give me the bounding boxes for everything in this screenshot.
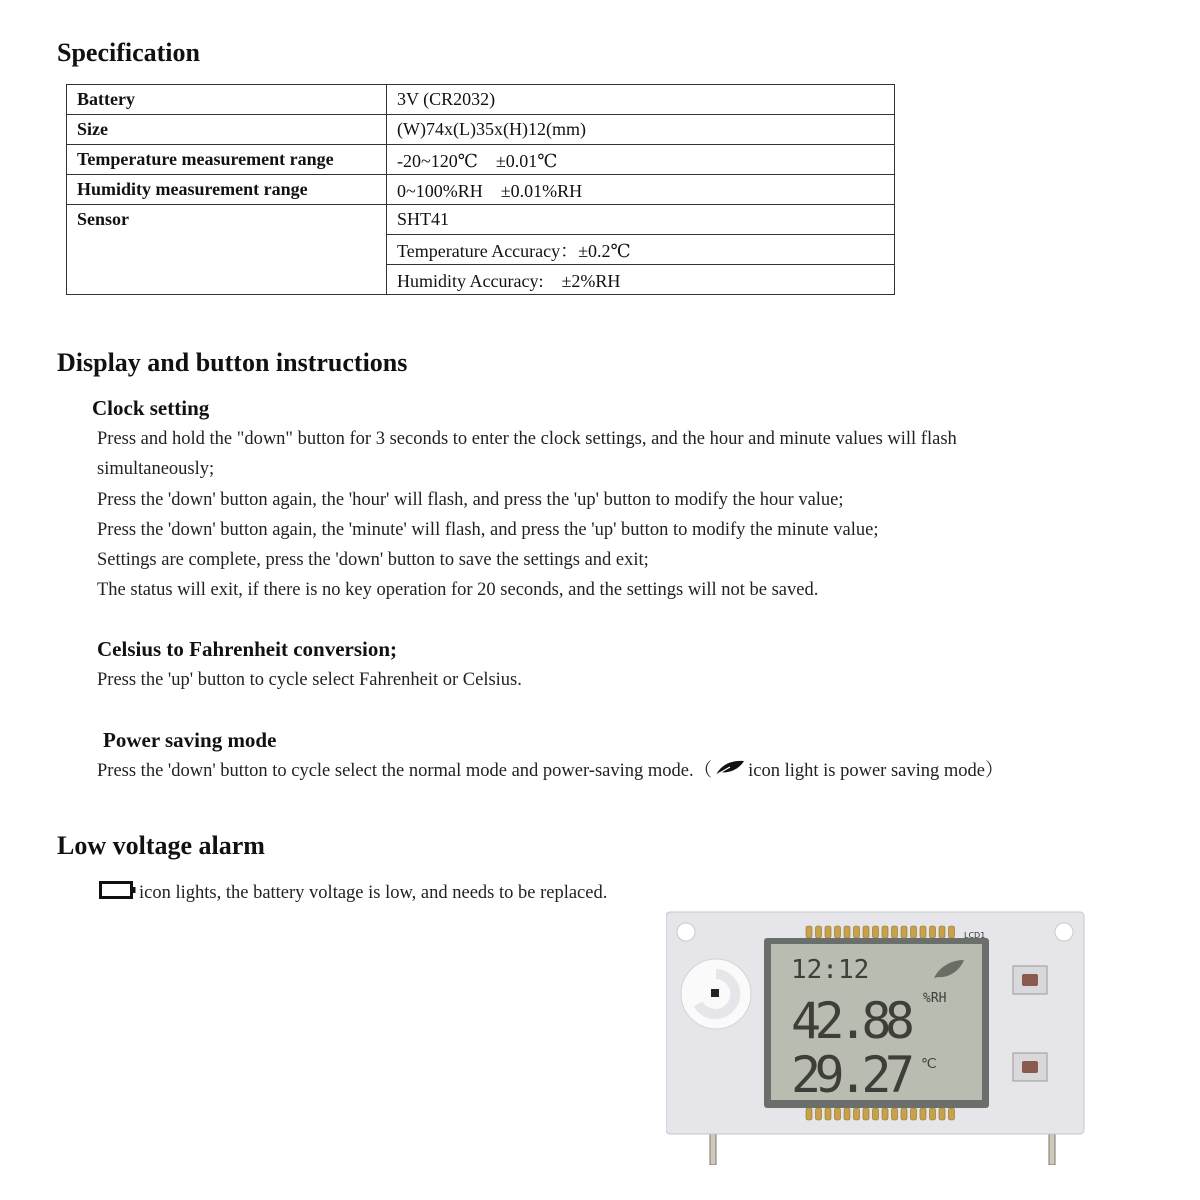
lcd-pin [930, 926, 936, 938]
lcd-pin [873, 1108, 879, 1120]
text-line: The status will exit, if there is no key operation for 20 seconds, and the settings will not be saved. [97, 580, 819, 601]
clock-setting-title: Clock setting [92, 396, 210, 420]
low-voltage-text [139, 878, 607, 908]
pcb-label: LCD1 [964, 931, 986, 940]
spec-key: Size [67, 115, 387, 145]
lcd-pin [901, 1108, 907, 1120]
power-text-before: Press the 'down' button to cycle select the normal mode and power-saving mode.（ [97, 761, 713, 781]
spec-value: Temperature Accuracy：±0.2℃ [387, 235, 895, 265]
lcd-pin [911, 926, 917, 938]
lcd-pin [892, 1108, 898, 1120]
lcd-pin [911, 1108, 917, 1120]
mount-hole [1055, 923, 1073, 941]
lcd-humidity: 42.88 [791, 992, 915, 1050]
up-button[interactable] [1013, 966, 1047, 994]
lcd-pin [844, 926, 850, 938]
lcd-pin [835, 926, 841, 938]
spec-heading: Specification [57, 38, 200, 67]
lcd-pin [816, 1108, 822, 1120]
display-heading: Display and button instructions [57, 348, 408, 377]
power-text-after: icon light is power saving mode） [748, 761, 1004, 781]
table-row [67, 205, 895, 235]
lcd-pin [949, 926, 955, 938]
power-saving-title: Power saving mode [103, 728, 277, 752]
low-voltage-heading: Low voltage alarm [57, 831, 265, 860]
text-line: simultaneously; [97, 459, 215, 480]
celsius-title: Celsius to Fahrenheit conversion; [97, 637, 398, 661]
lcd-pin [863, 926, 869, 938]
spec-value: 0~100%RH ±0.01%RH [387, 175, 895, 205]
lcd-pin [882, 1108, 888, 1120]
lcd-pin [825, 926, 831, 938]
leaf-icon [714, 757, 746, 787]
lcd-temperature: 29.27 [791, 1046, 915, 1104]
text-line: Settings are complete, press the 'down' button to save the settings and exit; [97, 550, 649, 571]
text-line: Press the 'down' button again, the 'hour' will flash, and press the 'up' button to modify the hour value; [97, 489, 844, 510]
lcd-pin [873, 926, 879, 938]
lcd-pin [920, 926, 926, 938]
text-line: Press the 'up' button to cycle select Fahrenheit or Celsius. [97, 670, 522, 690]
lcd-pin [949, 1108, 955, 1120]
text-line: Press and hold the "down" button for 3 seconds to enter the clock settings, and the hour and minute values will flash [97, 429, 957, 449]
spec-key: Temperature measurement range [67, 145, 387, 175]
lcd-temperature-unit: ℃ [921, 1056, 937, 1072]
spec-value: Humidity Accuracy: ±2%RH [387, 265, 895, 295]
lcd-pin [854, 1108, 860, 1120]
text-line: Press the 'down' button again, the 'minute' will flash, and press the 'up' button to modify the minute value; [97, 519, 879, 540]
lcd-pin [939, 926, 945, 938]
celsius-text [97, 665, 522, 695]
lcd-pin [835, 1108, 841, 1120]
text-line: icon lights, the battery voltage is low, and needs to be replaced. [139, 883, 608, 903]
spec-table [66, 84, 895, 295]
lcd-pin [939, 1108, 945, 1120]
power-saving-text [97, 756, 1003, 787]
lcd-pin [816, 926, 822, 938]
lcd-pin [806, 926, 812, 938]
down-button[interactable] [1013, 1053, 1047, 1081]
table-row [67, 175, 895, 205]
thermometer-device [666, 910, 1086, 1165]
lcd-pin [863, 1108, 869, 1120]
table-row [67, 145, 895, 175]
lcd-pin [844, 1108, 850, 1120]
text-line [97, 756, 1003, 787]
lcd-pin [825, 1108, 831, 1120]
spec-value: SHT41 [387, 205, 895, 235]
lcd-pin [920, 1108, 926, 1120]
spec-value: -20~120℃ ±0.01℃ [387, 145, 895, 175]
spec-key: Humidity measurement range [67, 175, 387, 205]
table-row [67, 85, 895, 115]
lcd-pin [892, 926, 898, 938]
lcd-pin [806, 1108, 812, 1120]
lcd-time: 12:12 [791, 955, 870, 985]
spec-value: (W)74x(L)35x(H)12(mm) [387, 115, 895, 145]
battery-icon [99, 881, 137, 904]
sht41-sensor [711, 989, 719, 997]
clock-setting-text [97, 424, 957, 606]
lcd-pin [882, 926, 888, 938]
spec-key: Sensor [67, 205, 387, 295]
lcd-pin [930, 1108, 936, 1120]
spec-value: 3V (CR2032) [387, 85, 895, 115]
lcd-humidity-unit: %RH [923, 991, 947, 1006]
mount-hole [677, 923, 695, 941]
lcd-pin [901, 926, 907, 938]
sensor-cutout [681, 959, 751, 1029]
spec-key: Battery [67, 85, 387, 115]
lcd-pin [854, 926, 860, 938]
table-row [67, 115, 895, 145]
